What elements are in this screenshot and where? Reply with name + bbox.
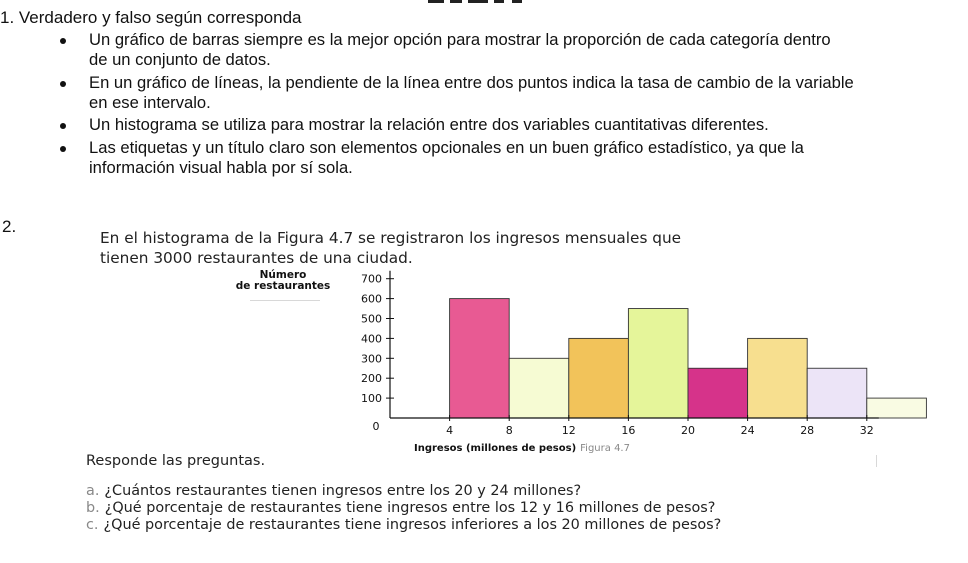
- question-2-intro-line-1: En el histograma de la Figura 4.7 se registraron los ingresos mensuales que: [100, 229, 682, 247]
- histogram-bar-2: [509, 358, 569, 418]
- x-tick-label-7: 28: [800, 424, 815, 437]
- x-tick-label-6: 24: [740, 424, 755, 437]
- statement-4-line-1: Las etiquetas y un título claro son elementos opcionales en un buen gráfico estadístico, ya que la: [89, 137, 804, 157]
- question-1-title: 1. Verdadero y falso según corresponda: [0, 8, 302, 27]
- y-axis-label-line-2: de restaurantes: [235, 280, 331, 292]
- statement-4: [60, 138, 854, 178]
- y-tick-label-1: 100: [361, 392, 382, 406]
- question-2-intro-line-2: tienen 3000 restaurantes de una ciudad.: [100, 249, 413, 267]
- figure-caption: Figura 4.7: [580, 443, 630, 454]
- sub-question-a-text: ¿Cuántos restaurantes tienen ingresos entre los 20 y 24 millones?: [104, 483, 582, 499]
- statement-1-line-2: de un conjunto de datos.: [89, 50, 271, 69]
- origin-label: 0: [372, 420, 380, 433]
- histogram-bar-6: [748, 338, 808, 418]
- question-2-number: 2.: [2, 217, 17, 236]
- statement-3-line-1: Un histograma se utiliza para mostrar la relación entre dos variables cuantitativas diferentes.: [89, 115, 769, 134]
- question-1-statements: [60, 30, 854, 180]
- sub-question-b: [86, 500, 721, 517]
- x-tick-label-5: 20: [681, 424, 695, 437]
- histogram-bar-3: [569, 338, 629, 418]
- x-tick-label-4: 16: [621, 424, 636, 437]
- question-2-intro: [100, 228, 681, 268]
- x-tick-label-3: 12: [561, 424, 576, 437]
- histogram-bar-1: [450, 299, 510, 418]
- header-mark: [420, 0, 530, 4]
- y-tick-label-2: 200: [361, 372, 382, 386]
- y-tick-label-4: 400: [361, 332, 382, 346]
- histogram-bar-7: [807, 368, 867, 418]
- statement-1: [60, 30, 854, 70]
- statement-2-line-1: En un gráfico de líneas, la pendiente de la línea entre dos puntos indica la tasa de cambio de la variable: [89, 72, 854, 92]
- sub-question-c-text: ¿Qué porcentaje de restaurantes tiene ingresos inferiores a los 20 millones de pesos?: [103, 517, 722, 533]
- y-tick-label-7: 700: [361, 272, 382, 286]
- statement-4-line-2: información visual habla por sí sola.: [89, 157, 353, 177]
- y-tick-label-3: 300: [361, 352, 382, 366]
- sub-question-b-text: ¿Qué porcentaje de restaurantes tiene ingresos entre los 12 y 16 millones de pesos?: [104, 500, 716, 516]
- sub-question-c-letter: c.: [86, 517, 99, 533]
- x-axis-label-text: Ingresos (millones de pesos): [414, 443, 577, 454]
- statement-2-line-2: en ese intervalo.: [89, 92, 211, 112]
- x-tick-label-8: 32: [859, 424, 874, 437]
- sub-question-a-letter: a.: [86, 483, 100, 499]
- x-tick-label-2: 8: [505, 424, 513, 437]
- sub-question-c: [86, 517, 721, 534]
- y-axis-label-line-1: Número: [259, 269, 307, 281]
- sub-question-b-letter: b.: [86, 500, 100, 516]
- faint-mark: [250, 300, 320, 301]
- x-tick-label-1: 4: [446, 424, 454, 437]
- histogram-x-axis-label: [414, 443, 630, 454]
- statement-1-line-1: Un gráfico de barras siempre es la mejor opción para mostrar la proporción de cada categoría dentro: [89, 30, 831, 49]
- histogram-bar-5: [688, 368, 748, 418]
- statement-2: [60, 73, 854, 113]
- histogram-chart: [330, 270, 874, 442]
- sub-question-a: [86, 483, 721, 500]
- sub-questions: [86, 483, 721, 534]
- histogram-bar-4: [628, 309, 688, 418]
- statement-3: [60, 115, 854, 135]
- answer-prompt: Responde las preguntas.: [86, 453, 266, 469]
- histogram-y-axis-label: [228, 270, 338, 292]
- histogram-bar-8: [867, 398, 927, 418]
- y-tick-label-5: 500: [361, 312, 382, 326]
- faint-mark: [876, 455, 877, 467]
- y-tick-label-6: 600: [361, 292, 382, 306]
